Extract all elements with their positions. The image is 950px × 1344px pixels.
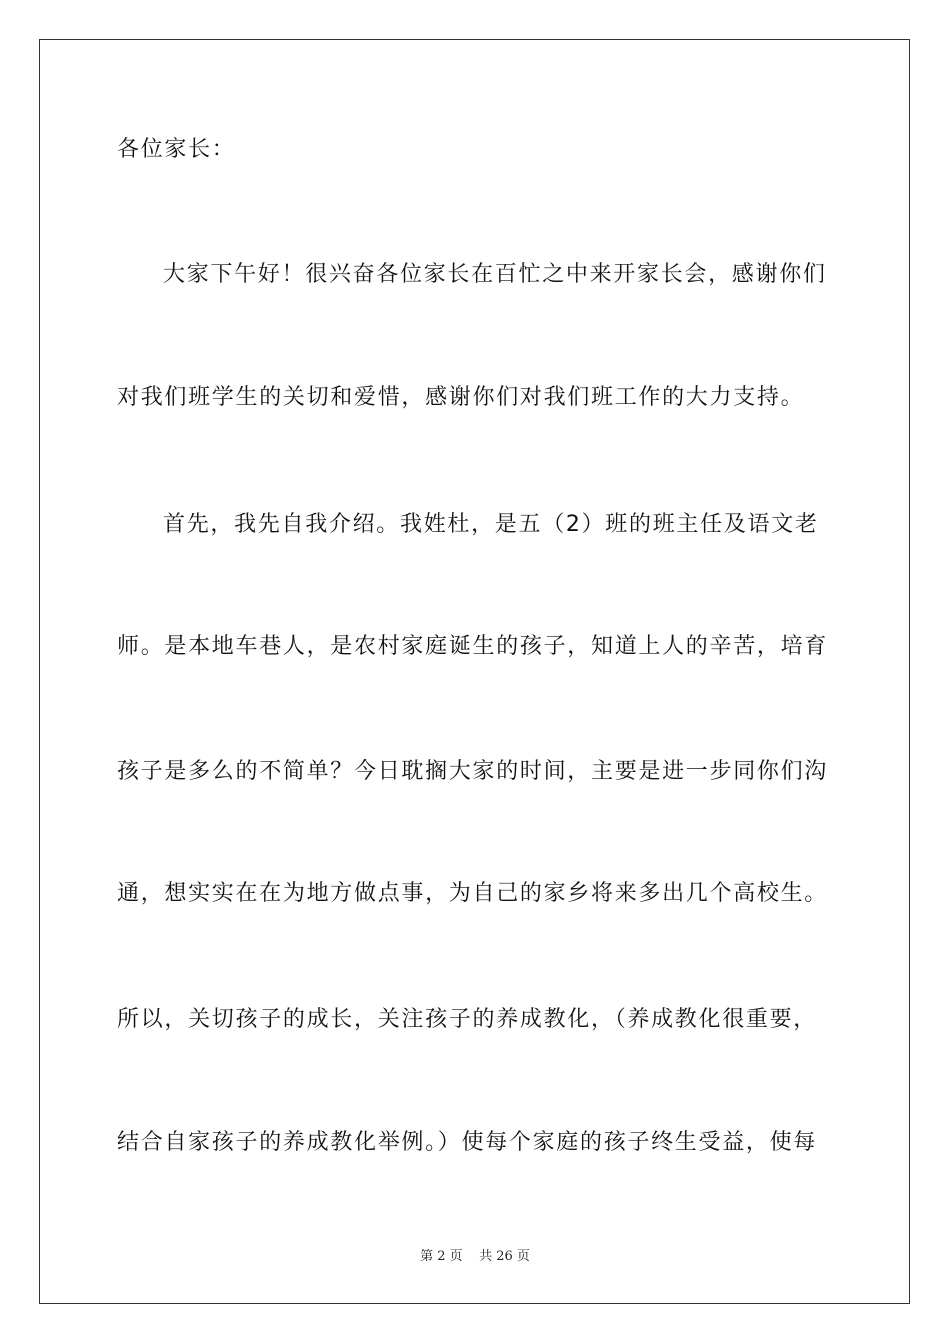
page-border xyxy=(39,39,910,1304)
paragraph-line: 所以，关切孩子的成长，关注孩子的养成教化，（养成教化很重要， xyxy=(117,1007,818,1032)
paragraph-line: 结合自家孩子的养成教化举例。）使每个家庭的孩子终生受益，使每 xyxy=(117,1130,818,1155)
paragraph-line: 大家下午好！很兴奋各位家长在百忙之中来开家长会，感谢你们 xyxy=(163,262,827,287)
paragraph-line: 孩子是多么的不简单？今日耽搁大家的时间，主要是进一步同你们沟 xyxy=(117,759,829,784)
paragraph-line: 通，想实实在在为地方做点事，为自己的家乡将来多出几个高校生。 xyxy=(117,881,829,906)
paragraph-line: 首先，我先自我介绍。我姓杜，是五（2）班的班主任及语文老 xyxy=(163,512,819,537)
salutation-line: 各位家长： xyxy=(117,137,236,162)
page-number-footer: 第 2 页 共 26 页 xyxy=(420,1249,530,1264)
paragraph-line: 对我们班学生的关切和爱惜，感谢你们对我们班工作的大力支持。 xyxy=(117,385,805,410)
paragraph-line: 师。是本地车巷人，是农村家庭诞生的孩子，知道上人的辛苦，培育 xyxy=(117,634,829,659)
